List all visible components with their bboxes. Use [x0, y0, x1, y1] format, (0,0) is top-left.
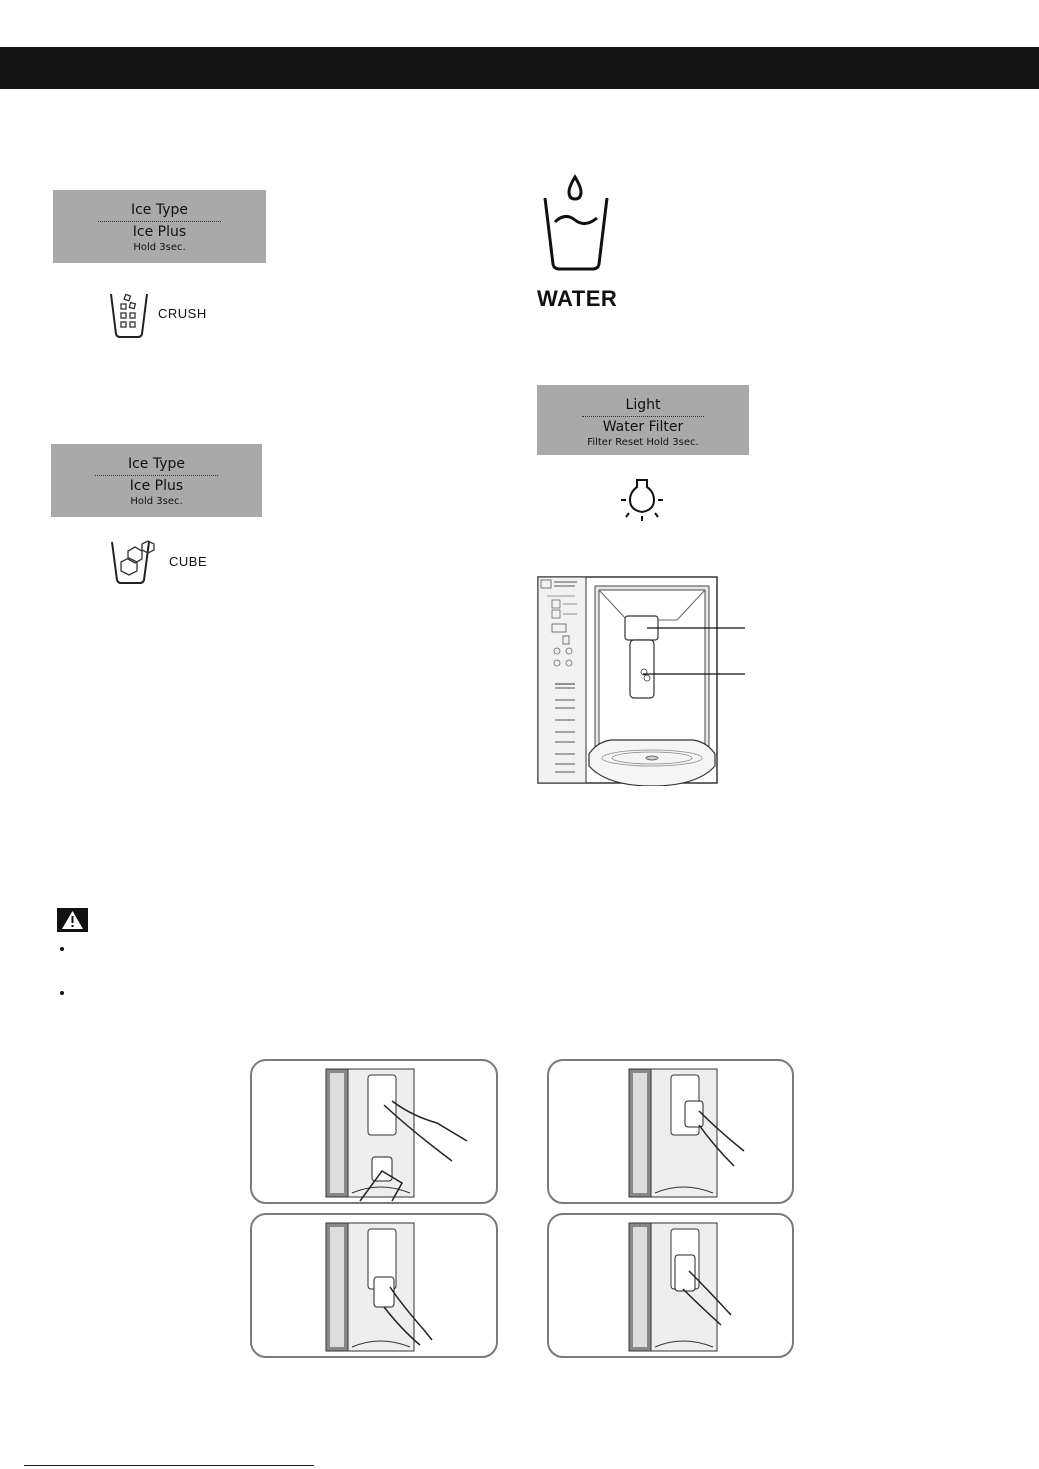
ice-type-panel-cube [51, 444, 262, 517]
light-water-filter-panel [537, 385, 749, 455]
water-glass-icon [541, 172, 611, 274]
crush-label: CRUSH [158, 306, 207, 321]
press-paddle-figure-3 [250, 1213, 498, 1358]
bullet-2 [60, 991, 64, 995]
panel-line-hold: Hold 3sec. [130, 496, 183, 507]
dispenser-illustration [537, 576, 749, 786]
panel-line-ice-plus: Ice Plus [129, 478, 184, 494]
panel-line-hold: Hold 3sec. [133, 242, 186, 253]
warning-triangle-icon [57, 908, 88, 932]
panel-line-filter-reset: Filter Reset Hold 3sec. [587, 437, 699, 448]
light-bulb-icon [620, 477, 664, 523]
crushed-ice-glass-icon [107, 290, 152, 340]
water-label: WATER [537, 286, 618, 311]
ice-type-panel-crush [53, 190, 266, 263]
press-paddle-figure-4 [547, 1213, 794, 1358]
section-header-band [0, 47, 1039, 89]
bullet-1 [60, 947, 64, 951]
panel-line-ice-type: Ice Type [130, 202, 189, 218]
press-paddle-figure-2 [547, 1059, 794, 1204]
panel-line-ice-plus: Ice Plus [132, 224, 187, 240]
cubed-ice-glass-icon [108, 538, 156, 586]
cube-label: CUBE [169, 554, 208, 569]
panel-line-water-filter: Water Filter [602, 419, 684, 435]
press-paddle-figure-1 [250, 1059, 498, 1204]
panel-line-light: Light [625, 397, 661, 413]
footer-rule [24, 1465, 314, 1466]
panel-line-ice-type: Ice Type [127, 456, 186, 472]
